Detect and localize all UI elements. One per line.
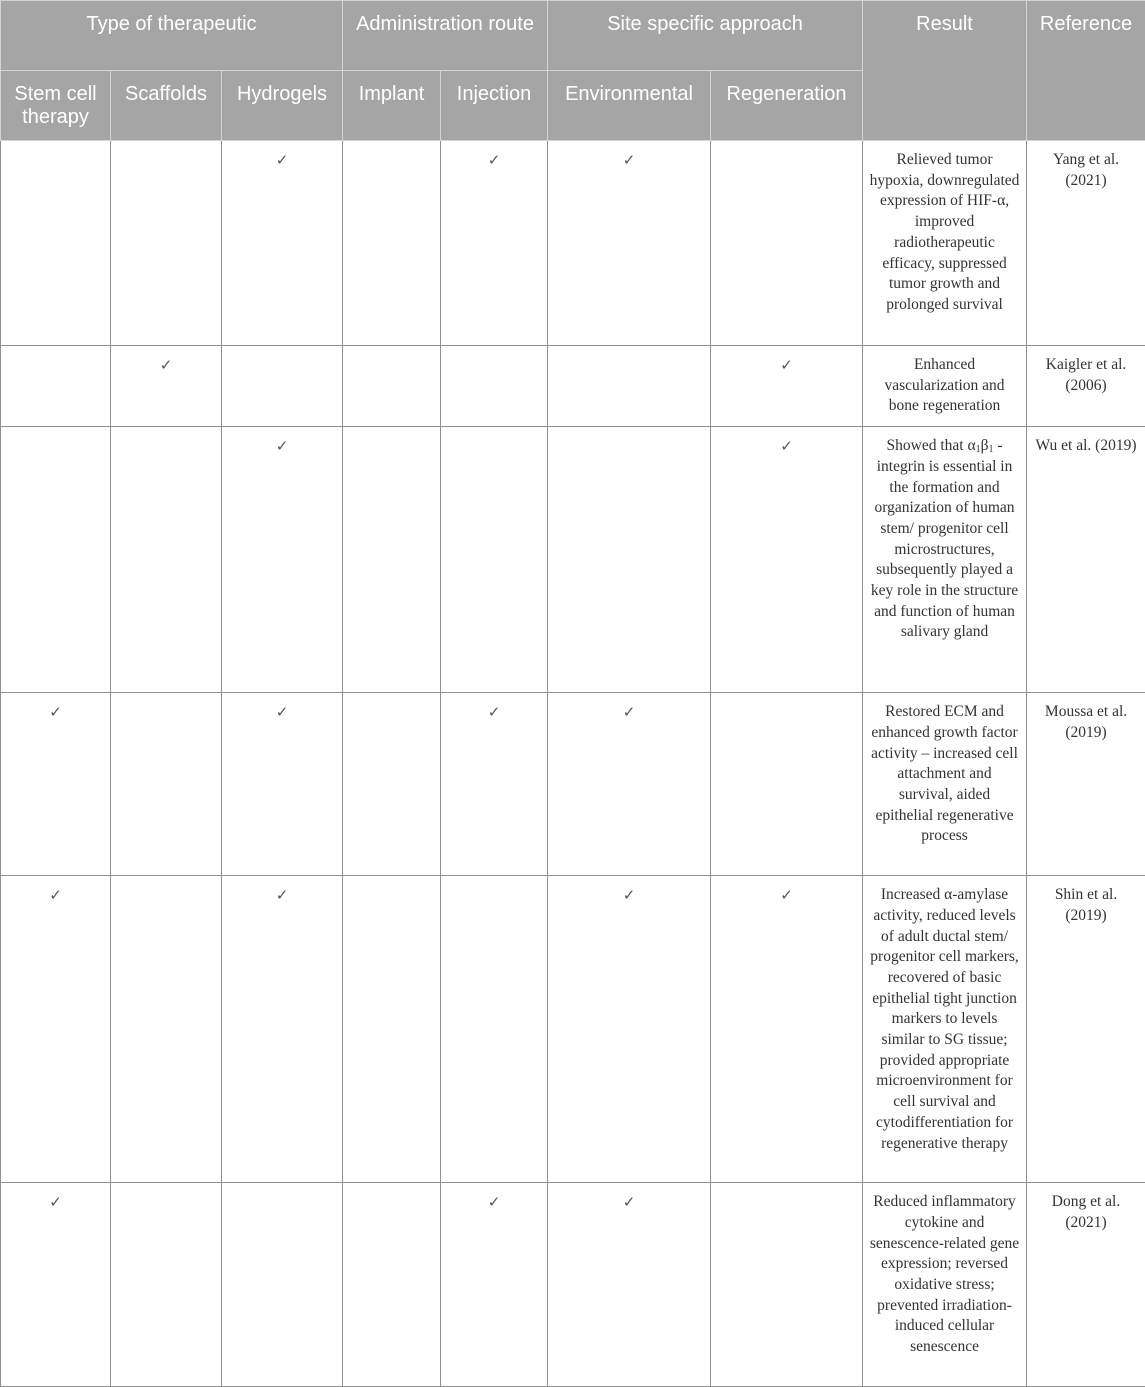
- cell-result: Increased α-amylase activity, reduced levels of adult ductal stem/ progenitor cell markers, recovered of basic epithelial tight junction markers to levels similar to SG tissue; provided appropriate microenvironment for cell survival and cytodifferentiation for regenerative therapy: [863, 876, 1027, 1183]
- cell-injection: [441, 346, 548, 427]
- check-mark-icon: ✓: [49, 1193, 62, 1211]
- cell-scaffolds: [111, 346, 222, 427]
- check-mark-icon: ✓: [276, 886, 289, 904]
- cell-regeneration: [711, 693, 863, 876]
- cell-hydrogels: [222, 693, 343, 876]
- cell-scaffolds: [111, 693, 222, 876]
- check-mark-icon: ✓: [623, 151, 636, 169]
- cell-stem-cell-therapy: [1, 1183, 111, 1387]
- cell-result: Relieved tumor hypoxia, downregulated expression of HIF-α, improved radiotherapeutic efficacy, suppressed tumor growth and prolonged survival: [863, 141, 1027, 346]
- cell-implant: [343, 693, 441, 876]
- cell-environmental: [548, 141, 711, 346]
- subscript-1: 1: [976, 444, 981, 455]
- cell-implant: [343, 876, 441, 1183]
- cell-scaffolds: [111, 876, 222, 1183]
- table-header: [1, 1, 1145, 141]
- cell-hydrogels: [222, 346, 343, 427]
- header-stem-cell-therapy: Stem cell therapy: [1, 71, 111, 141]
- header-environmental: Environmental: [548, 71, 711, 141]
- check-mark-icon: ✓: [623, 703, 636, 721]
- cell-stem-cell-therapy: [1, 427, 111, 693]
- check-mark-icon: ✓: [49, 703, 62, 721]
- cell-stem-cell-therapy: [1, 141, 111, 346]
- cell-reference: Wu et al. (2019): [1027, 427, 1145, 693]
- cell-stem-cell-therapy: [1, 346, 111, 427]
- cell-hydrogels: [222, 876, 343, 1183]
- cell-injection: [441, 1183, 548, 1387]
- header-implant: Implant: [343, 71, 441, 141]
- cell-reference: Kaigler et al. (2006): [1027, 346, 1145, 427]
- cell-hydrogels: [222, 427, 343, 693]
- cell-environmental: [548, 1183, 711, 1387]
- header-row-groups: [1, 1, 1145, 71]
- cell-result: [863, 427, 1027, 693]
- table-row: [1, 693, 1145, 876]
- check-mark-icon: ✓: [623, 1193, 636, 1211]
- cell-result: Restored ECM and enhanced growth factor activity – increased cell attachment and survival, aided epithelial regenerative process: [863, 693, 1027, 876]
- cell-environmental: [548, 693, 711, 876]
- cell-regeneration: [711, 427, 863, 693]
- check-mark-icon: ✓: [49, 886, 62, 904]
- cell-environmental: [548, 427, 711, 693]
- cell-reference: Moussa et al. (2019): [1027, 693, 1145, 876]
- cell-stem-cell-therapy: [1, 693, 111, 876]
- cell-injection: [441, 693, 548, 876]
- cell-stem-cell-therapy: [1, 876, 111, 1183]
- subscript-2: 1: [988, 444, 993, 455]
- table-row: [1, 346, 1145, 427]
- check-mark-icon: ✓: [780, 356, 793, 374]
- cell-reference: Shin et al. (2019): [1027, 876, 1145, 1183]
- cell-implant: [343, 346, 441, 427]
- check-mark-icon: ✓: [276, 151, 289, 169]
- table-row: [1, 1183, 1145, 1387]
- header-type-of-therapeutic: Type of therapeutic: [1, 1, 343, 71]
- check-mark-icon: ✓: [276, 703, 289, 721]
- cell-reference: Yang et al. (2021): [1027, 141, 1145, 346]
- header-result: Result: [863, 1, 1027, 141]
- cell-injection: [441, 141, 548, 346]
- result-text-end: -integrin is essential in the formation and organization of human stem/ progenitor cell microstructures, subsequently played a key role in the structure and function of human salivary gland: [871, 437, 1018, 640]
- cell-regeneration: [711, 346, 863, 427]
- check-mark-icon: ✓: [623, 886, 636, 904]
- check-mark-icon: ✓: [488, 1193, 501, 1211]
- check-mark-icon: ✓: [780, 886, 793, 904]
- result-text-start: Showed that α: [887, 437, 976, 454]
- table-row: [1, 427, 1145, 693]
- table-row: [1, 876, 1145, 1183]
- cell-scaffolds: [111, 427, 222, 693]
- cell-environmental: [548, 876, 711, 1183]
- cell-reference: Dong et al. (2021): [1027, 1183, 1145, 1387]
- cell-implant: [343, 1183, 441, 1387]
- cell-hydrogels: [222, 1183, 343, 1387]
- header-administration-route: Administration route: [343, 1, 548, 71]
- cell-injection: [441, 427, 548, 693]
- cell-regeneration: [711, 1183, 863, 1387]
- cell-result: Reduced inflammatory cytokine and senescence-related gene expression; reversed oxidative stress; prevented irradiation-induced cellular senescence: [863, 1183, 1027, 1387]
- header-regeneration: Regeneration: [711, 71, 863, 141]
- table-body: [1, 141, 1145, 1387]
- result-text-beta: β: [981, 437, 989, 454]
- check-mark-icon: ✓: [780, 437, 793, 455]
- check-mark-icon: ✓: [488, 703, 501, 721]
- header-injection: Injection: [441, 71, 548, 141]
- table-row: [1, 141, 1145, 346]
- check-mark-icon: ✓: [160, 356, 173, 374]
- cell-hydrogels: [222, 141, 343, 346]
- cell-environmental: [548, 346, 711, 427]
- cell-regeneration: [711, 141, 863, 346]
- header-scaffolds: Scaffolds: [111, 71, 222, 141]
- cell-regeneration: [711, 876, 863, 1183]
- cell-scaffolds: [111, 141, 222, 346]
- header-site-specific-approach: Site specific approach: [548, 1, 863, 71]
- header-hydrogels: Hydrogels: [222, 71, 343, 141]
- cell-result: Enhanced vascularization and bone regeneration: [863, 346, 1027, 427]
- cell-injection: [441, 876, 548, 1183]
- check-mark-icon: ✓: [488, 151, 501, 169]
- header-reference: Reference: [1027, 1, 1145, 141]
- cell-implant: [343, 427, 441, 693]
- cell-scaffolds: [111, 1183, 222, 1387]
- cell-implant: [343, 141, 441, 346]
- check-mark-icon: ✓: [276, 437, 289, 455]
